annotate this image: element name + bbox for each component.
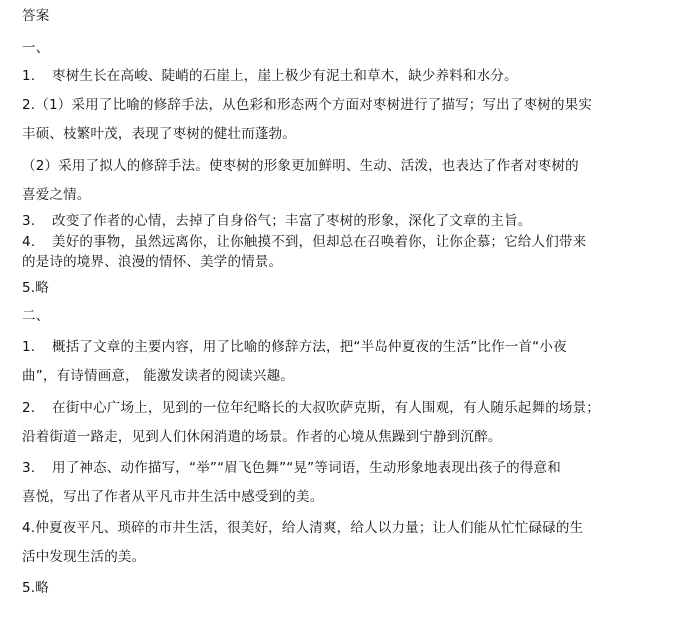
section-2-answer-3-line-1 [22,458,662,478]
answer-number: 3. [22,213,36,229]
section-2-answer-1-line-1 [22,337,662,357]
answer-text: 改变了作者的心情，去掉了自身俗气；丰富了枣树的形象，深化了文章的主旨。 [52,213,532,229]
answer-text: 概括了文章的主要内容，用了比喻的修辞方法，把“半岛仲夏夜的生活”比作一首“小夜 [52,339,567,355]
section-2-answer-1-line-2: 曲”，有诗情画意， 能激发读者的阅读兴趣。 [22,368,294,384]
section-2-answer-5: 5.略 [22,580,49,596]
answer-text: （1）采用了比喻的修辞手法，从色彩和形态两个方面对枣树进行了描写；写出了枣树的果实 [35,97,593,113]
section-2-answer-3-line-2: 喜悦，写出了作者从平凡市井生活中感受到的美。 [22,489,324,505]
section-1-answer-4-line-2: 的是诗的境界、浪漫的情怀、美学的情景。 [22,254,283,270]
answer-number: 1. [22,339,36,355]
section-1-answer-3 [22,211,662,231]
answer-number: 1. [22,68,36,84]
section-2-answer-4-line-2: 活中发现生活的美。 [22,549,146,565]
section-2-answer-4-line-1: 4.仲夏夜平凡、琐碎的市井生活，很美好，给人清爽，给人以力量；让人们能从忙忙碌碌的生 [22,520,584,536]
section-1-answer-5: 5.略 [22,280,49,296]
answer-text: 美好的事物，虽然远离你，让你触摸不到，但却总在召唤着你，让你企慕；它给人们带来 [52,234,587,250]
section-1-answer-2-part-2-line-1: （2）采用了拟人的修辞手法。使枣树的形象更加鲜明、生动、活泼，也表达了作者对枣树的 [22,158,579,174]
section-2-answer-2-line-2: 沿着街道一路走，见到人们休闲消遣的场景。作者的心境从焦躁到宁静到沉醉。 [22,429,502,445]
section-1-answer-4-line-1 [22,232,662,252]
document-title: 答案 [22,8,50,24]
section-2-heading: 二、 [22,308,50,324]
answer-number: 2. [22,400,36,416]
section-1-answer-2-part-1-line-2: 丰硕、枝繁叶茂，表现了枣树的健壮而蓬勃。 [22,126,296,142]
answer-number: 2. [22,97,36,113]
section-1-answer-2-part-1-line-1 [22,95,662,115]
section-1-answer-1 [22,66,662,86]
section-1-heading: 一、 [22,40,50,56]
answer-text: 在街中心广场上，见到的一位年纪略长的大叔吹萨克斯，有人围观，有人随乐起舞的场景； [52,400,600,416]
answer-number: 3. [22,460,36,476]
section-2-answer-2-line-1 [22,398,662,418]
section-1-answer-2-part-2-line-2: 喜爱之情。 [22,187,91,203]
answer-text: 用了神态、动作描写，“举”“眉飞色舞”“晃”等词语，生动形象地表现出孩子的得意和 [52,460,561,476]
answer-number: 4. [22,234,36,250]
answer-text: 枣树生长在高峻、陡峭的石崖上，崖上极少有泥土和草木，缺少养料和水分。 [52,68,518,84]
